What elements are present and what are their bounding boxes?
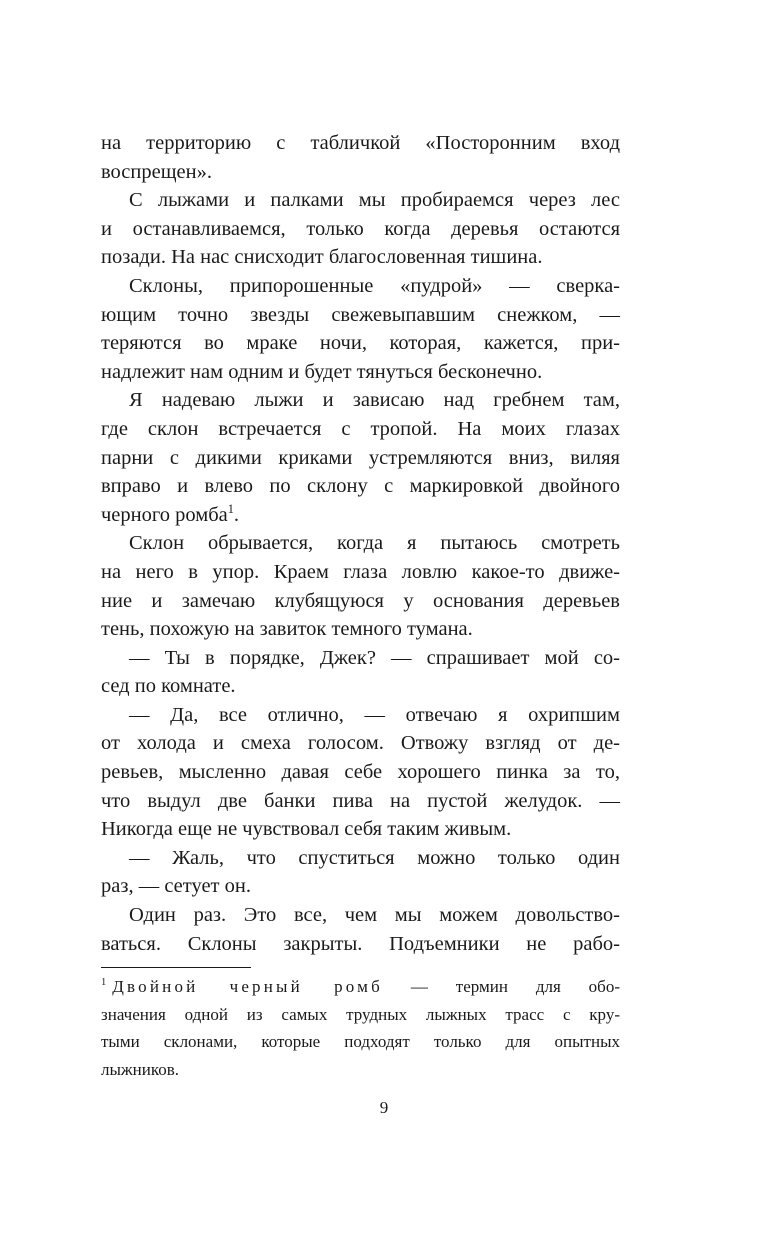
paragraph-1 bbox=[101, 129, 620, 186]
text-line: С лыжами и палками мы пробираемся через лес bbox=[129, 189, 620, 212]
footnote-line: значения одной из самых трудных лыжных трасс с кру- bbox=[101, 1004, 620, 1024]
text-line: Я надеваю лыжи и зависаю над гребнем там, bbox=[129, 389, 620, 412]
text-line: надлежит нам одним и будет тянуться бесконечно. bbox=[101, 360, 543, 383]
footnote-line: тыми склонами, которые подходят только для опытных bbox=[101, 1032, 620, 1051]
text-line: позади. На нас снисходит благословенная тишина. bbox=[101, 246, 543, 269]
footnote-divider bbox=[101, 967, 251, 968]
text-line: ющим точно звезды свежевыпавшим снежком, — bbox=[101, 303, 620, 326]
paragraph-8 bbox=[101, 844, 620, 901]
paragraph-7 bbox=[101, 701, 620, 844]
text-line: от холода и смеха голосом. Отвожу взгляд от де- bbox=[101, 732, 620, 755]
text-line: вправо и влево по склону с маркировкой двойного bbox=[101, 475, 620, 498]
paragraph-2 bbox=[101, 186, 620, 272]
footnote-line bbox=[101, 973, 620, 1001]
text-line: парни с дикими криками устремляются вниз, виляя bbox=[101, 446, 620, 469]
text-line: Склоны, припорошенные «пудрой» — сверка- bbox=[129, 274, 620, 297]
paragraph-4 bbox=[101, 386, 620, 529]
body-text bbox=[101, 129, 620, 958]
text-line: на него в упор. Краем глаза ловлю какое-то движе- bbox=[101, 560, 620, 583]
footnote-term: Двойной черный ромб bbox=[112, 977, 383, 996]
footnote-text: — термин для обо- bbox=[382, 977, 620, 996]
page-number: 9 bbox=[379, 1098, 389, 1117]
footnote-line: лыжников. bbox=[101, 1059, 180, 1079]
text-line: Никогда еще не чувствовал себя таким живым. bbox=[101, 818, 512, 841]
footnote-reference[interactable]: 1 bbox=[227, 501, 234, 516]
text-line: где склон встречается с тропой. На моих глазах bbox=[101, 417, 620, 440]
text-line: Один раз. Это все, чем мы можем довольство- bbox=[129, 904, 620, 927]
text-line: ревьев, мысленно давая себе хорошего пинка за то, bbox=[101, 761, 620, 784]
text-fragment: черного ромба bbox=[101, 503, 228, 526]
footnote bbox=[101, 973, 620, 1083]
text-line: ние и замечаю клубящуюся у основания деревьев bbox=[101, 589, 620, 612]
paragraph-9 bbox=[101, 901, 620, 958]
paragraph-3 bbox=[101, 272, 620, 386]
text-line: — Да, все отлично, — отвечаю я охрипшим bbox=[129, 703, 620, 726]
text-line: — Жаль, что спуститься можно только один bbox=[129, 846, 620, 869]
text-line: черного ромба$^1$. bbox=[101, 501, 240, 526]
text-line: теряются во мраке ночи, которая, кажется, при- bbox=[101, 332, 620, 355]
text-line: на территорию с табличкой «Посторонним вход bbox=[101, 132, 620, 154]
text-line: ваться. Склоны закрыты. Подъемники не рабо- bbox=[101, 932, 620, 955]
text-line: — Ты в порядке, Джек? — спрашивает мой со- bbox=[129, 646, 620, 669]
paragraph-6 bbox=[101, 644, 620, 701]
footnote-mark: 1 bbox=[101, 977, 107, 989]
text-line: что выдул две банки пива на пустой желудок. — bbox=[101, 789, 620, 812]
paragraph-5 bbox=[101, 529, 620, 643]
text-line: сед по комнате. bbox=[101, 675, 236, 698]
text-line: воспрещен». bbox=[101, 160, 212, 183]
text-line: тень, похожую на завиток темного тумана. bbox=[101, 618, 473, 641]
text-line: раз, — сетует он. bbox=[101, 875, 251, 898]
text-line: Склон обрывается, когда я пытаюсь смотреть bbox=[129, 532, 620, 555]
text-line: и останавливаемся, только когда деревья остаются bbox=[101, 217, 620, 240]
